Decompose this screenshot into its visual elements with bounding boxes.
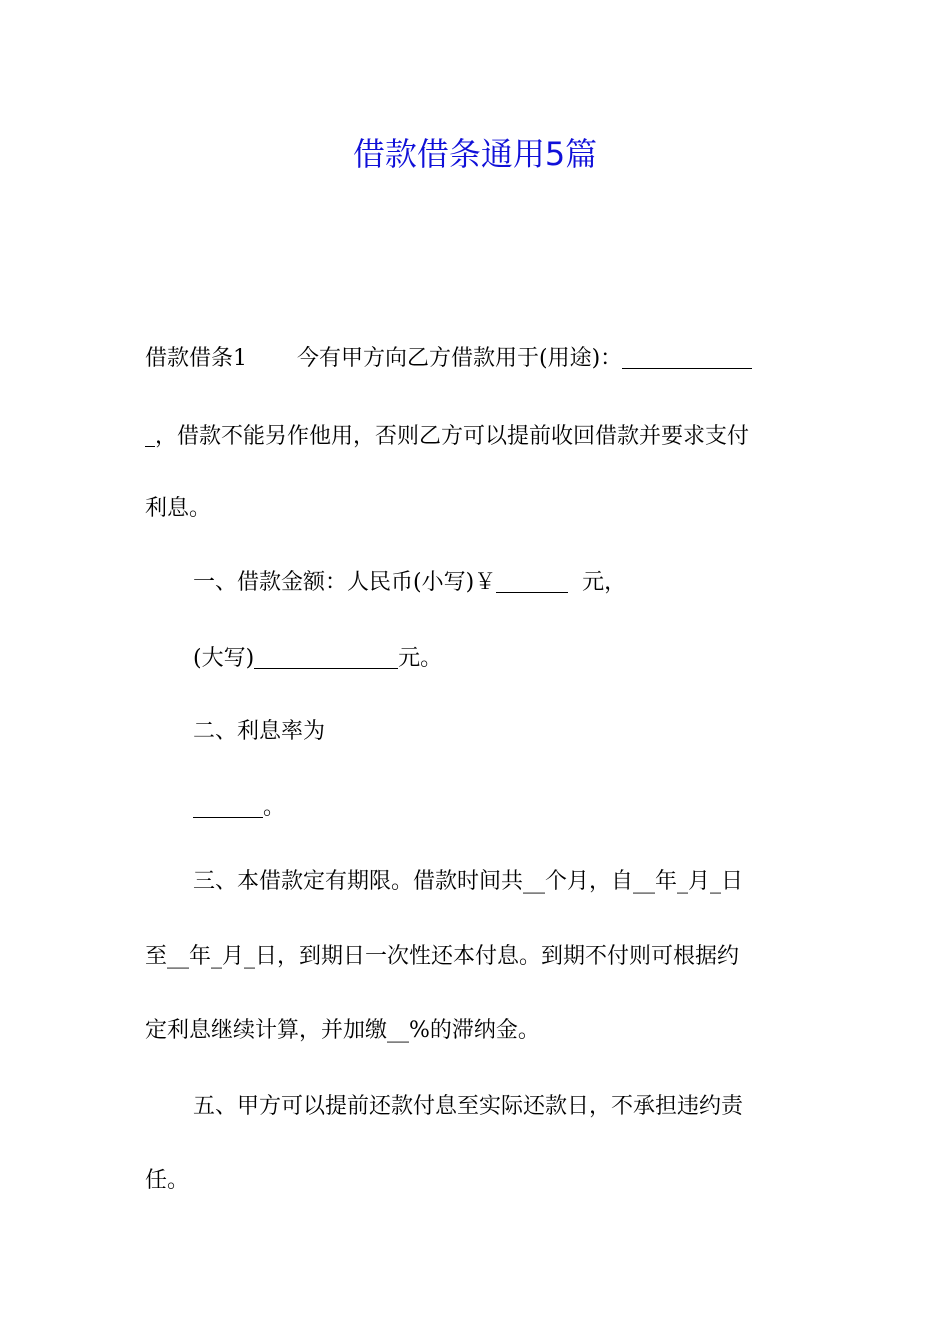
purpose-blank-cont <box>145 422 155 447</box>
clause-2-line1: 二、利息率为 <box>193 719 326 744</box>
intro-paragraph-line2 <box>145 417 807 457</box>
clause1-prefix: 一、借款金额：人民币(小写)￥ <box>193 570 497 595</box>
clause-3-line3: 定利息继续计算，并加缴__%的滞纳金。 <box>145 1018 540 1043</box>
interest-rate-blank <box>193 793 263 818</box>
clause-1-line2 <box>193 639 855 679</box>
clause1b-suffix: 元。 <box>398 646 443 671</box>
clause-5-line2: 任。 <box>145 1168 190 1193</box>
intro-line2: ，借款不能另作他用，否则乙方可以提前收回借款并要求支付 <box>155 424 750 449</box>
clause-1-line1 <box>193 563 855 603</box>
clause-3-line2: 至__年_月_日，到期日一次性还本付息。到期不付则可根据约 <box>145 944 740 969</box>
clause2b-suffix: 。 <box>263 795 286 820</box>
clause-5-line1: 五、甲方可以提前还款付息至实际还款日，不承担违约责 <box>193 1094 744 1119</box>
amount-upper-blank <box>254 644 398 669</box>
intro-paragraph-line1 <box>145 339 807 379</box>
clause1b-prefix: (大写) <box>193 646 255 671</box>
clause-2-line2 <box>193 788 855 828</box>
document-title: 借款借条通用5篇 <box>352 135 598 173</box>
intro-text: 今有甲方向乙方借款用于(用途)： <box>297 346 623 371</box>
clause-3-line1: 三、本借款定有期限。借款时间共__个月，自__年_月_日 <box>193 869 744 894</box>
intro-paragraph-line3: 利息。 <box>145 496 212 521</box>
purpose-blank <box>622 344 752 369</box>
intro-label: 借款借条1 <box>145 346 247 371</box>
clause1-suffix: 元， <box>582 570 627 595</box>
amount-lower-blank <box>496 568 568 593</box>
